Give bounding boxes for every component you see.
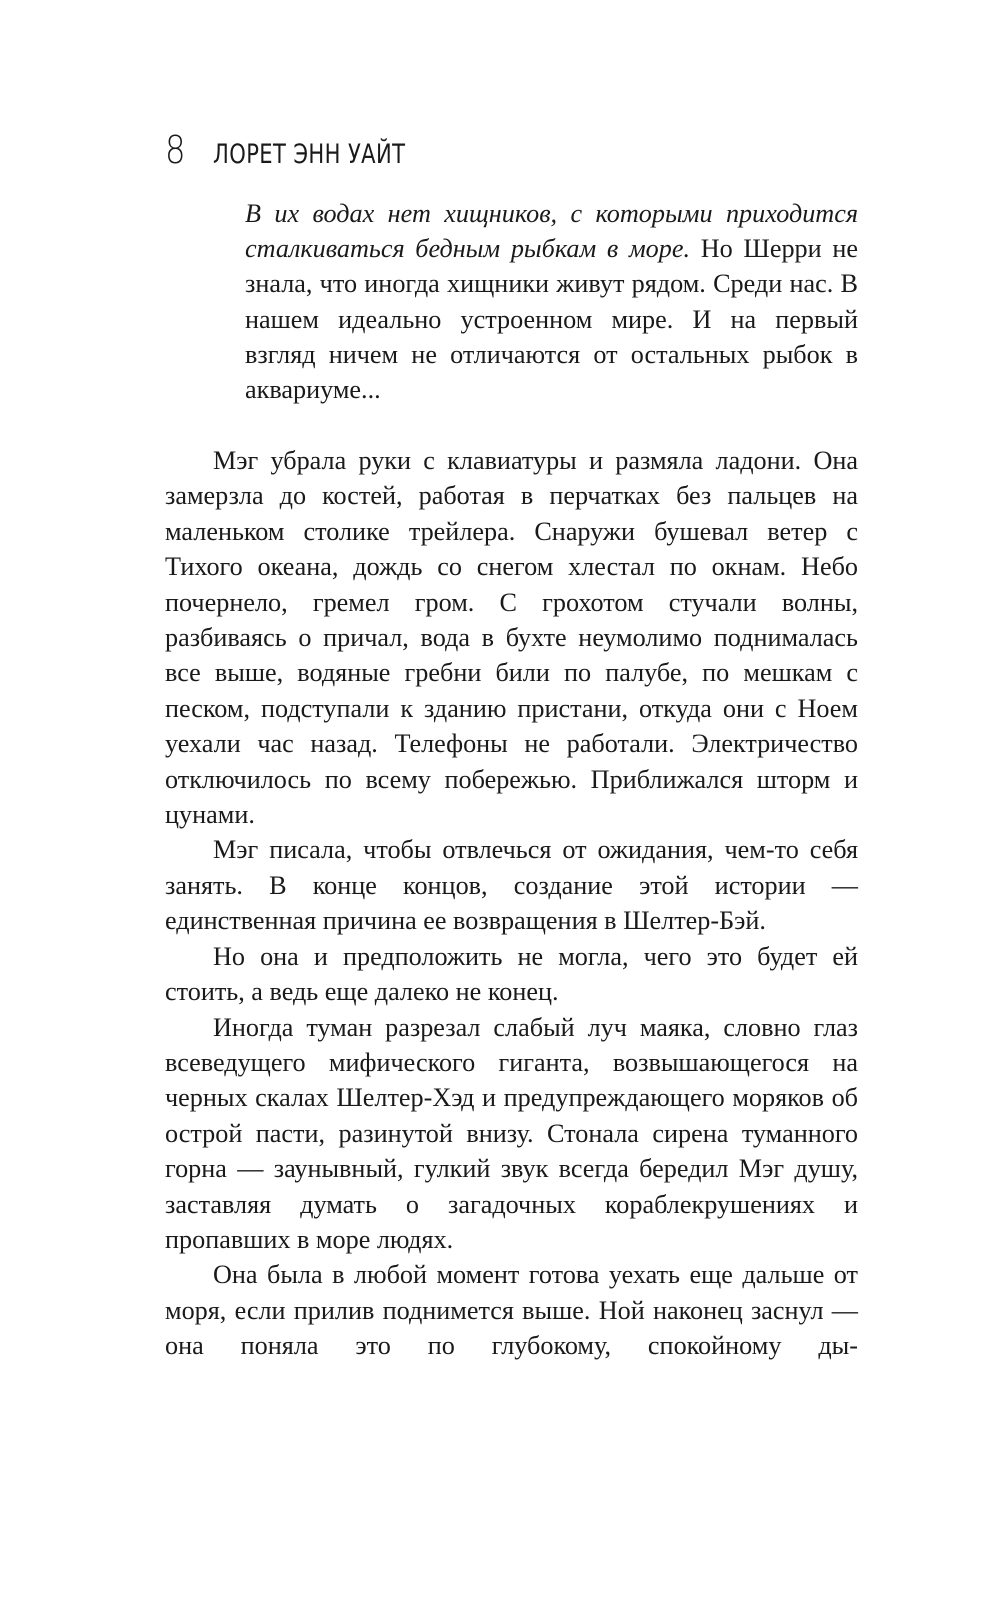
epigraph-italic-text: В их водах нет хищников, с которыми приходится сталкиваться бедным рыбкам в море. [245, 199, 858, 264]
page-number: 8 [165, 128, 186, 172]
paragraph-1: Мэг убрала руки с клавиатуры и размяла ладони. Она замерзла до костей, работая в перчатках без пальцев на маленьком столике трейлера. Снаружи бушевал ветер с Тихого океана, дождь со снегом хлестал по окнам. Небо почернело, гремел гром. С грохотом стучали волны, разбиваясь о причал, вода в бухте неумолимо поднималась все выше, водяные гребни били по палубе, по мешкам с песком, подступали к зданию пристани, откуда они с Ноем уехали час назад. Телефоны не работали. Электричество отключилось по всему побережью. Приближался шторм и цунами. [165, 446, 858, 830]
running-head-author: ЛОРЕТ ЭНН УАЙТ [213, 139, 406, 170]
paragraph-2: Мэг писала, чтобы отвлечься от ожидания, чем-то себя занять. В конце концов, создание этой истории — единственная причина ее возвращения в Шелтер-Бэй. [165, 835, 858, 936]
epigraph [245, 196, 858, 407]
paragraph-5: Она была в любой момент готова уехать еще дальше от моря, если прилив поднимется выше. Ной наконец заснул — она поняла это по глубокому, спокойному ды- [165, 1260, 858, 1361]
running-head [165, 128, 460, 178]
body-text [165, 443, 858, 1364]
paragraph-4: Иногда туман разрезал слабый луч маяка, словно глаз всеведущего мифического гиганта, возвышающегося на черных скалах Шелтер-Хэд и предупреждающего моряков об острой пасти, разинутой внизу. Стонала сирена туманного горна — заунывный, гулкий звук всегда бередил Мэг душу, заставляя думать о загадочных кораблекрушениях и пропавших в море людях. [165, 1012, 858, 1254]
epigraph-paragraph [245, 196, 858, 407]
epigraph-plain-text: Но Шерри не знала, что иногда хищники живут рядом. Среди нас. В нашем идеально устроенном мире. И на первый взгляд ничем не отличаются от остальных рыбок в аквариуме... [245, 234, 858, 405]
paragraph-3: Но она и предположить не могла, чего это будет ей стоить, а ведь еще далеко не конец. [165, 941, 858, 1007]
